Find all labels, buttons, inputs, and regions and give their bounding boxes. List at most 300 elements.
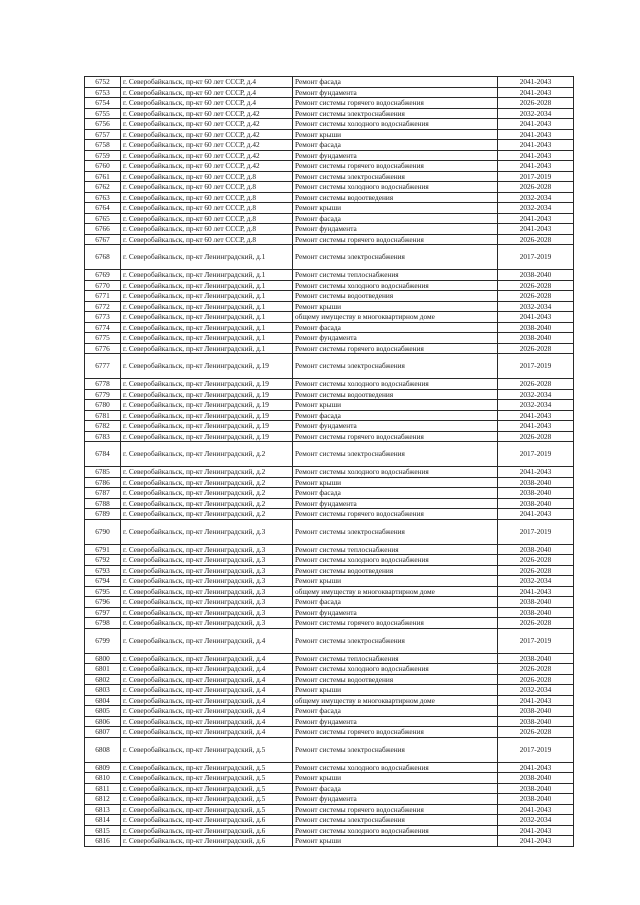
row-address: г. Северобайкальск, пр-кт 60 лет СССР, д.8 [121, 182, 293, 193]
row-period: 2038-2040 [498, 794, 574, 805]
row-work-type: Ремонт фасада [293, 77, 498, 88]
row-number: 6771 [85, 291, 121, 302]
row-work-type: общему имуществу в многоквартирном доме [293, 312, 498, 323]
row-period: 2041-2043 [498, 77, 574, 88]
row-number: 6794 [85, 576, 121, 587]
row-period: 2038-2040 [498, 716, 574, 727]
table-row [85, 108, 574, 119]
table-row [85, 727, 574, 738]
row-number: 6816 [85, 836, 121, 847]
row-address: г. Северобайкальск, пр-кт Ленинградский, д.3 [121, 586, 293, 597]
row-number: 6802 [85, 674, 121, 685]
row-address: г. Северобайкальск, пр-кт Ленинградский, д.4 [121, 653, 293, 664]
row-address: г. Северобайкальск, пр-кт Ленинградский, д.4 [121, 706, 293, 717]
row-number: 6763 [85, 192, 121, 203]
row-address: г. Северобайкальск, пр-кт Ленинградский, д.1 [121, 312, 293, 323]
row-address: г. Северобайкальск, пр-кт Ленинградский, д.6 [121, 825, 293, 836]
table-row [85, 431, 574, 442]
row-address: г. Северобайкальск, пр-кт 60 лет СССР, д.8 [121, 234, 293, 245]
row-number: 6799 [85, 628, 121, 653]
row-address: г. Северобайкальск, пр-кт Ленинградский, д.1 [121, 343, 293, 354]
row-address: г. Северобайкальск, пр-кт Ленинградский, д.3 [121, 544, 293, 555]
row-work-type: Ремонт крыши [293, 301, 498, 312]
table-row [85, 119, 574, 130]
table-row [85, 312, 574, 323]
row-number: 6792 [85, 555, 121, 566]
row-work-type: Ремонт системы водоотведения [293, 291, 498, 302]
row-period: 2032-2034 [498, 389, 574, 400]
row-number: 6814 [85, 815, 121, 826]
row-work-type: Ремонт крыши [293, 129, 498, 140]
row-period: 2041-2043 [498, 410, 574, 421]
row-work-type: Ремонт системы электроснабжения [293, 737, 498, 762]
row-work-type: Ремонт системы водоотведения [293, 674, 498, 685]
row-work-type: Ремонт системы горячего водоснабжения [293, 431, 498, 442]
row-period: 2026-2028 [498, 555, 574, 566]
row-address: г. Северобайкальск, пр-кт 60 лет СССР, д.42 [121, 161, 293, 172]
row-number: 6783 [85, 431, 121, 442]
row-period: 2041-2043 [498, 421, 574, 432]
table-row [85, 150, 574, 161]
row-work-type: Ремонт фундамента [293, 333, 498, 344]
row-number: 6781 [85, 410, 121, 421]
row-period: 2041-2043 [498, 695, 574, 706]
row-address: г. Северобайкальск, пр-кт Ленинградский, д.2 [121, 467, 293, 478]
row-period: 2026-2028 [498, 618, 574, 629]
row-number: 6777 [85, 354, 121, 379]
row-period: 2038-2040 [498, 607, 574, 618]
row-work-type: Ремонт крыши [293, 773, 498, 784]
row-period: 2038-2040 [498, 322, 574, 333]
row-period: 2041-2043 [498, 586, 574, 597]
table-row [85, 182, 574, 193]
table-row [85, 270, 574, 281]
row-work-type: Ремонт фундамента [293, 421, 498, 432]
row-number: 6753 [85, 87, 121, 98]
row-number: 6762 [85, 182, 121, 193]
row-period: 2026-2028 [498, 727, 574, 738]
row-address: г. Северобайкальск, пр-кт Ленинградский, д.19 [121, 400, 293, 411]
table-row [85, 825, 574, 836]
row-work-type: Ремонт системы горячего водоснабжения [293, 727, 498, 738]
row-period: 2017-2019 [498, 354, 574, 379]
table-row [85, 762, 574, 773]
row-period: 2026-2028 [498, 343, 574, 354]
row-period: 2041-2043 [498, 87, 574, 98]
row-period: 2041-2043 [498, 312, 574, 323]
row-work-type: Ремонт системы холодного водоснабжения [293, 467, 498, 478]
row-address: г. Северобайкальск, пр-кт 60 лет СССР, д.42 [121, 150, 293, 161]
table-row [85, 565, 574, 576]
row-work-type: Ремонт системы горячего водоснабжения [293, 234, 498, 245]
row-address: г. Северобайкальск, пр-кт Ленинградский, д.2 [121, 442, 293, 467]
row-number: 6798 [85, 618, 121, 629]
row-number: 6773 [85, 312, 121, 323]
row-number: 6760 [85, 161, 121, 172]
row-number: 6810 [85, 773, 121, 784]
row-period: 2038-2040 [498, 270, 574, 281]
table-row [85, 140, 574, 151]
row-work-type: Ремонт системы горячего водоснабжения [293, 98, 498, 109]
row-address: г. Северобайкальск, пр-кт Ленинградский, д.1 [121, 301, 293, 312]
row-address: г. Северобайкальск, пр-кт 60 лет СССР, д.42 [121, 129, 293, 140]
row-address: г. Северобайкальск, пр-кт Ленинградский, д.19 [121, 410, 293, 421]
row-work-type: Ремонт фундамента [293, 150, 498, 161]
row-work-type: общему имуществу в многоквартирном доме [293, 586, 498, 597]
row-address: г. Северобайкальск, пр-кт 60 лет СССР, д.8 [121, 213, 293, 224]
row-address: г. Северобайкальск, пр-кт Ленинградский, д.3 [121, 519, 293, 544]
row-number: 6765 [85, 213, 121, 224]
row-number: 6793 [85, 565, 121, 576]
row-period: 2017-2019 [498, 245, 574, 270]
table-row [85, 234, 574, 245]
row-work-type: Ремонт фасада [293, 213, 498, 224]
row-address: г. Северобайкальск, пр-кт 60 лет СССР, д.42 [121, 119, 293, 130]
row-address: г. Северобайкальск, пр-кт Ленинградский, д.2 [121, 488, 293, 499]
row-work-type: Ремонт крыши [293, 400, 498, 411]
table-row [85, 354, 574, 379]
row-address: г. Северобайкальск, пр-кт Ленинградский, д.3 [121, 607, 293, 618]
row-address: г. Северобайкальск, пр-кт Ленинградский, д.4 [121, 727, 293, 738]
table-row [85, 628, 574, 653]
row-period: 2032-2034 [498, 192, 574, 203]
row-work-type: Ремонт системы электроснабжения [293, 108, 498, 119]
row-address: г. Северобайкальск, пр-кт 60 лет СССР, д.42 [121, 108, 293, 119]
row-address: г. Северобайкальск, пр-кт Ленинградский, д.19 [121, 354, 293, 379]
row-number: 6791 [85, 544, 121, 555]
row-work-type: Ремонт системы электроснабжения [293, 442, 498, 467]
row-work-type: Ремонт системы электроснабжения [293, 354, 498, 379]
row-period: 2038-2040 [498, 544, 574, 555]
row-period: 2026-2028 [498, 664, 574, 675]
row-address: г. Северобайкальск, пр-кт Ленинградский, д.4 [121, 716, 293, 727]
row-number: 6759 [85, 150, 121, 161]
row-work-type: Ремонт системы холодного водоснабжения [293, 825, 498, 836]
table-row [85, 87, 574, 98]
row-period: 2026-2028 [498, 182, 574, 193]
table-row [85, 77, 574, 88]
row-address: г. Северобайкальск, пр-кт Ленинградский, д.3 [121, 618, 293, 629]
row-address: г. Северобайкальск, пр-кт Ленинградский, д.5 [121, 794, 293, 805]
row-address: г. Северобайкальск, пр-кт Ленинградский, д.4 [121, 628, 293, 653]
row-period: 2026-2028 [498, 565, 574, 576]
table-row [85, 213, 574, 224]
row-address: г. Северобайкальск, пр-кт 60 лет СССР, д.8 [121, 171, 293, 182]
row-number: 6801 [85, 664, 121, 675]
row-address: г. Северобайкальск, пр-кт Ленинградский, д.1 [121, 322, 293, 333]
row-period: 2038-2040 [498, 783, 574, 794]
row-work-type: Ремонт системы холодного водоснабжения [293, 664, 498, 675]
row-address: г. Северобайкальск, пр-кт Ленинградский, д.5 [121, 804, 293, 815]
row-period: 2038-2040 [498, 653, 574, 664]
table-row [85, 576, 574, 587]
row-number: 6767 [85, 234, 121, 245]
table-row [85, 301, 574, 312]
row-period: 2026-2028 [498, 674, 574, 685]
row-address: г. Северобайкальск, пр-кт Ленинградский, д.19 [121, 389, 293, 400]
row-period: 2017-2019 [498, 628, 574, 653]
row-number: 6795 [85, 586, 121, 597]
row-work-type: Ремонт фундамента [293, 498, 498, 509]
row-period: 2017-2019 [498, 737, 574, 762]
row-number: 6803 [85, 685, 121, 696]
row-number: 6807 [85, 727, 121, 738]
row-address: г. Северобайкальск, пр-кт Ленинградский, д.6 [121, 836, 293, 847]
row-work-type: Ремонт фасада [293, 597, 498, 608]
row-number: 6758 [85, 140, 121, 151]
row-number: 6789 [85, 509, 121, 520]
table-row [85, 129, 574, 140]
row-work-type: Ремонт системы холодного водоснабжения [293, 762, 498, 773]
row-work-type: Ремонт фасада [293, 488, 498, 499]
table-row [85, 586, 574, 597]
row-work-type: общему имуществу в многоквартирном доме [293, 695, 498, 706]
row-number: 6790 [85, 519, 121, 544]
table-row [85, 509, 574, 520]
table-row [85, 488, 574, 499]
row-address: г. Северобайкальск, пр-кт Ленинградский, д.3 [121, 555, 293, 566]
row-work-type: Ремонт системы водоотведения [293, 389, 498, 400]
table-row [85, 695, 574, 706]
row-address: г. Северобайкальск, пр-кт Ленинградский, д.4 [121, 664, 293, 675]
row-address: г. Северобайкальск, пр-кт Ленинградский, д.5 [121, 762, 293, 773]
row-work-type: Ремонт системы теплоснабжения [293, 544, 498, 555]
row-period: 2032-2034 [498, 301, 574, 312]
row-number: 6766 [85, 224, 121, 235]
row-work-type: Ремонт крыши [293, 576, 498, 587]
row-work-type: Ремонт системы горячего водоснабжения [293, 161, 498, 172]
table-row [85, 773, 574, 784]
row-address: г. Северобайкальск, пр-кт Ленинградский, д.1 [121, 280, 293, 291]
table-row [85, 685, 574, 696]
row-number: 6784 [85, 442, 121, 467]
row-work-type: Ремонт фасада [293, 706, 498, 717]
row-address: г. Северобайкальск, пр-кт Ленинградский, д.19 [121, 421, 293, 432]
row-period: 2026-2028 [498, 98, 574, 109]
table-row [85, 607, 574, 618]
row-number: 6805 [85, 706, 121, 717]
row-number: 6796 [85, 597, 121, 608]
row-period: 2041-2043 [498, 804, 574, 815]
table-row [85, 171, 574, 182]
row-work-type: Ремонт системы холодного водоснабжения [293, 280, 498, 291]
table-row [85, 706, 574, 717]
row-work-type: Ремонт крыши [293, 685, 498, 696]
row-number: 6769 [85, 270, 121, 281]
row-period: 2038-2040 [498, 706, 574, 717]
row-period: 2038-2040 [498, 333, 574, 344]
row-number: 6764 [85, 203, 121, 214]
table-row [85, 192, 574, 203]
row-period: 2032-2034 [498, 576, 574, 587]
row-work-type: Ремонт системы водоотведения [293, 192, 498, 203]
table-row [85, 291, 574, 302]
row-number: 6813 [85, 804, 121, 815]
row-address: г. Северобайкальск, пр-кт Ленинградский, д.2 [121, 477, 293, 488]
row-work-type: Ремонт системы холодного водоснабжения [293, 379, 498, 390]
row-period: 2041-2043 [498, 129, 574, 140]
row-period: 2026-2028 [498, 431, 574, 442]
table-row [85, 794, 574, 805]
row-address: г. Северобайкальск, пр-кт Ленинградский, д.1 [121, 291, 293, 302]
row-address: г. Северобайкальск, пр-кт Ленинградский, д.1 [121, 333, 293, 344]
table-row [85, 442, 574, 467]
row-address: г. Северобайкальск, пр-кт Ленинградский, д.2 [121, 509, 293, 520]
row-number: 6774 [85, 322, 121, 333]
row-work-type: Ремонт крыши [293, 836, 498, 847]
row-address: г. Северобайкальск, пр-кт Ленинградский, д.5 [121, 737, 293, 762]
table-row [85, 410, 574, 421]
row-period: 2041-2043 [498, 509, 574, 520]
table-row [85, 519, 574, 544]
row-work-type: Ремонт крыши [293, 477, 498, 488]
row-work-type: Ремонт системы горячего водоснабжения [293, 509, 498, 520]
row-period: 2041-2043 [498, 224, 574, 235]
row-period: 2038-2040 [498, 597, 574, 608]
row-period: 2038-2040 [498, 488, 574, 499]
row-period: 2017-2019 [498, 442, 574, 467]
table-row [85, 224, 574, 235]
row-period: 2026-2028 [498, 280, 574, 291]
row-address: г. Северобайкальск, пр-кт 60 лет СССР, д.8 [121, 224, 293, 235]
row-address: г. Северобайкальск, пр-кт Ленинградский, д.4 [121, 685, 293, 696]
row-address: г. Северобайкальск, пр-кт Ленинградский, д.19 [121, 379, 293, 390]
row-number: 6797 [85, 607, 121, 618]
row-work-type: Ремонт системы электроснабжения [293, 628, 498, 653]
row-number: 6754 [85, 98, 121, 109]
row-number: 6768 [85, 245, 121, 270]
table-row [85, 555, 574, 566]
row-number: 6811 [85, 783, 121, 794]
row-number: 6812 [85, 794, 121, 805]
row-number: 6755 [85, 108, 121, 119]
row-address: г. Северобайкальск, пр-кт Ленинградский, д.3 [121, 565, 293, 576]
row-period: 2041-2043 [498, 762, 574, 773]
row-work-type: Ремонт системы электроснабжения [293, 815, 498, 826]
row-work-type: Ремонт системы электроснабжения [293, 171, 498, 182]
row-work-type: Ремонт фасада [293, 410, 498, 421]
table-row [85, 389, 574, 400]
row-work-type: Ремонт фундамента [293, 607, 498, 618]
row-address: г. Северобайкальск, пр-кт 60 лет СССР, д.4 [121, 77, 293, 88]
row-number: 6780 [85, 400, 121, 411]
table-row [85, 477, 574, 488]
row-period: 2032-2034 [498, 815, 574, 826]
table-row [85, 815, 574, 826]
table-row [85, 674, 574, 685]
row-period: 2041-2043 [498, 836, 574, 847]
row-work-type: Ремонт системы электроснабжения [293, 245, 498, 270]
table-row [85, 421, 574, 432]
row-work-type: Ремонт фундамента [293, 224, 498, 235]
table-row [85, 498, 574, 509]
row-number: 6778 [85, 379, 121, 390]
row-work-type: Ремонт системы холодного водоснабжения [293, 555, 498, 566]
table-row [85, 280, 574, 291]
table-row [85, 400, 574, 411]
table-row [85, 783, 574, 794]
row-number: 6787 [85, 488, 121, 499]
row-number: 6761 [85, 171, 121, 182]
row-number: 6785 [85, 467, 121, 478]
row-period: 2041-2043 [498, 467, 574, 478]
row-work-type: Ремонт системы горячего водоснабжения [293, 618, 498, 629]
table-row [85, 322, 574, 333]
row-period: 2041-2043 [498, 150, 574, 161]
row-period: 2026-2028 [498, 379, 574, 390]
row-address: г. Северобайкальск, пр-кт 60 лет СССР, д.8 [121, 192, 293, 203]
row-address: г. Северобайкальск, пр-кт Ленинградский, д.1 [121, 245, 293, 270]
row-address: г. Северобайкальск, пр-кт Ленинградский, д.3 [121, 576, 293, 587]
row-address: г. Северобайкальск, пр-кт Ленинградский, д.19 [121, 431, 293, 442]
row-period: 2041-2043 [498, 161, 574, 172]
table-row [85, 203, 574, 214]
row-work-type: Ремонт системы холодного водоснабжения [293, 119, 498, 130]
row-address: г. Северобайкальск, пр-кт Ленинградский, д.6 [121, 815, 293, 826]
row-number: 6815 [85, 825, 121, 836]
row-period: 2017-2019 [498, 171, 574, 182]
table-row [85, 836, 574, 847]
row-address: г. Северобайкальск, пр-кт 60 лет СССР, д.8 [121, 203, 293, 214]
row-work-type: Ремонт фасада [293, 140, 498, 151]
row-period: 2038-2040 [498, 477, 574, 488]
row-address: г. Северобайкальск, пр-кт 60 лет СССР, д.4 [121, 87, 293, 98]
row-number: 6779 [85, 389, 121, 400]
row-address: г. Северобайкальск, пр-кт Ленинградский, д.1 [121, 270, 293, 281]
table-row [85, 618, 574, 629]
row-period: 2032-2034 [498, 400, 574, 411]
row-work-type: Ремонт фундамента [293, 716, 498, 727]
table-row [85, 597, 574, 608]
row-number: 6809 [85, 762, 121, 773]
row-address: г. Северобайкальск, пр-кт Ленинградский, д.2 [121, 498, 293, 509]
row-period: 2041-2043 [498, 213, 574, 224]
row-number: 6806 [85, 716, 121, 727]
row-period: 2026-2028 [498, 234, 574, 245]
table-row [85, 379, 574, 390]
row-number: 6776 [85, 343, 121, 354]
row-period: 2032-2034 [498, 203, 574, 214]
row-work-type: Ремонт системы холодного водоснабжения [293, 182, 498, 193]
table-row [85, 653, 574, 664]
row-period: 2017-2019 [498, 519, 574, 544]
table-body [85, 77, 574, 847]
table-row [85, 664, 574, 675]
row-work-type: Ремонт фундамента [293, 794, 498, 805]
row-number: 6804 [85, 695, 121, 706]
table-row [85, 544, 574, 555]
row-address: г. Северобайкальск, пр-кт 60 лет СССР, д.42 [121, 140, 293, 151]
row-number: 6756 [85, 119, 121, 130]
row-number: 6757 [85, 129, 121, 140]
row-address: г. Северобайкальск, пр-кт Ленинградский, д.3 [121, 597, 293, 608]
row-work-type: Ремонт системы водоотведения [293, 565, 498, 576]
table-row [85, 333, 574, 344]
row-number: 6772 [85, 301, 121, 312]
row-work-type: Ремонт фундамента [293, 87, 498, 98]
row-period: 2038-2040 [498, 498, 574, 509]
row-period: 2041-2043 [498, 825, 574, 836]
table-row [85, 737, 574, 762]
row-period: 2041-2043 [498, 140, 574, 151]
row-work-type: Ремонт системы горячего водоснабжения [293, 804, 498, 815]
row-address: г. Северобайкальск, пр-кт Ленинградский, д.5 [121, 773, 293, 784]
row-work-type: Ремонт системы теплоснабжения [293, 653, 498, 664]
table-row [85, 804, 574, 815]
row-period: 2026-2028 [498, 291, 574, 302]
table-row [85, 343, 574, 354]
table-row [85, 467, 574, 478]
